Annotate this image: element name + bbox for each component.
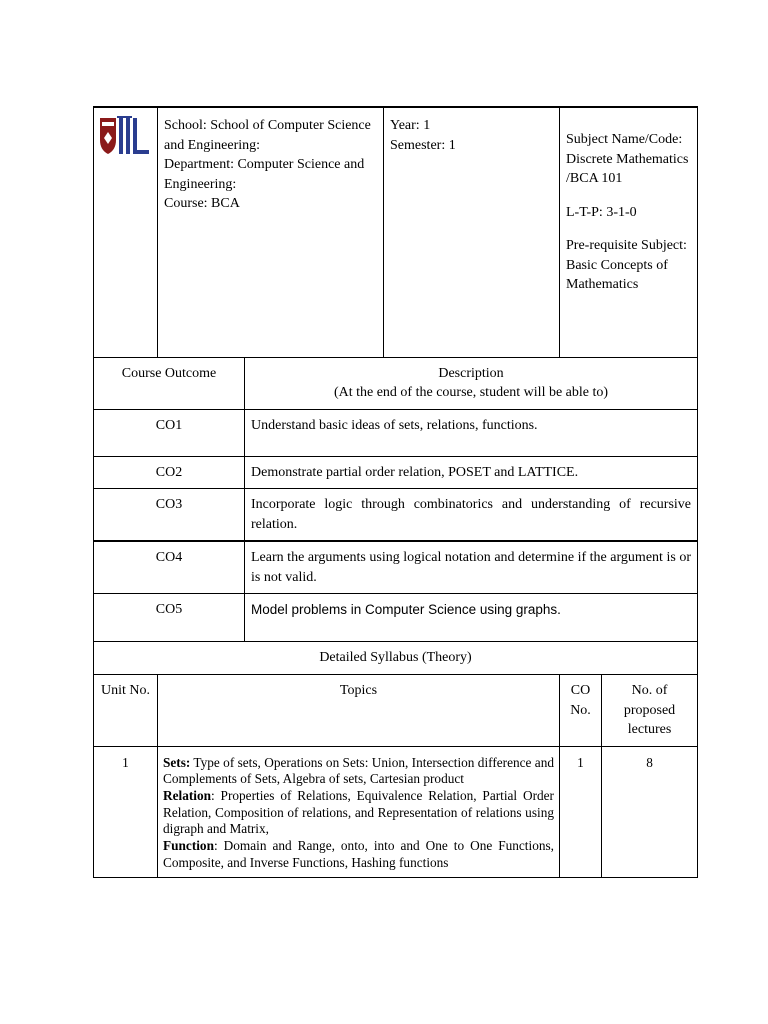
- table-row: [94, 594, 698, 642]
- syllabus-document: [93, 106, 697, 878]
- table-row: [94, 746, 698, 878]
- course-outcome-header: Course Outcome: [94, 357, 245, 409]
- table-row: [94, 541, 698, 594]
- description-header: [245, 357, 698, 409]
- table-row: [94, 489, 698, 542]
- unit-topics: [158, 746, 560, 878]
- school-info-cell: [158, 107, 384, 357]
- syllabus-table: [93, 641, 698, 878]
- university-logo: [98, 114, 154, 170]
- department-name: Department: Computer Science and Engineering:: [164, 157, 365, 192]
- outcome-text: Incorporate logic through combinatorics and understanding of recursive relation.: [245, 489, 698, 542]
- relation-text: : Properties of Relations, Equivalence Relation, Partial Order Relation, Composition of relations, and Representation of relations using digraph and Matrix,: [163, 787, 554, 837]
- year-label: Year: 1: [390, 118, 431, 133]
- co-header: CO No.: [560, 675, 602, 747]
- syllabus-title: Detailed Syllabus (Theory): [94, 642, 698, 675]
- outcome-code: CO3: [94, 489, 245, 542]
- unit-co-number: 1: [560, 746, 602, 878]
- ltp-label: L-T-P: 3-1-0: [566, 204, 637, 220]
- outcome-text: Understand basic ideas of sets, relations, functions.: [245, 409, 698, 456]
- semester-label: Semester: 1: [390, 137, 456, 153]
- course-outcome-table: [93, 357, 698, 643]
- description-subtitle: (At the end of the course, student will be able to): [333, 385, 609, 400]
- outcome-text: Model problems in Computer Science using graphs.: [245, 594, 698, 642]
- year-semester-cell: [384, 107, 560, 357]
- sets-topic: [163, 755, 554, 788]
- table-row: [94, 456, 698, 489]
- outcome-text: Demonstrate partial order relation, POSET and LATTICE.: [245, 456, 698, 489]
- unit-lecture-count: 8: [602, 746, 698, 878]
- outcome-code: CO4: [94, 541, 245, 594]
- logo-cell: [94, 107, 158, 357]
- topics-header: Topics: [158, 675, 560, 747]
- description-title: Description: [438, 365, 504, 381]
- course-name: Course: BCA: [164, 196, 240, 211]
- relation-topic: [163, 788, 554, 838]
- subject-cell: [560, 107, 698, 357]
- prerequisite-label: Pre-requisite Subject: Basic Concepts of Mathematics: [566, 238, 687, 292]
- unit-number: 1: [94, 746, 158, 878]
- school-name: School: School of Computer Science and Engineering:: [164, 118, 371, 153]
- outcome-code: CO2: [94, 456, 245, 489]
- sets-label: Sets:: [163, 754, 191, 770]
- outcome-code: CO1: [94, 409, 245, 456]
- function-label: Function: [163, 838, 214, 854]
- unit-header: Unit No.: [94, 675, 158, 747]
- function-topic: [163, 838, 554, 871]
- sets-text: Type of sets, Operations on Sets: Union, Intersection difference and Complements of Sets, Algebra of sets, Cartesian product: [163, 754, 554, 787]
- function-text: : Domain and Range, onto, into and One to One Functions, Composite, and Inverse Functions, Hashing functions: [163, 838, 554, 870]
- subject-name-code: Subject Name/Code: Discrete Mathematics /BCA 101: [566, 132, 689, 186]
- relation-label: Relation: [163, 787, 212, 803]
- outcome-code: CO5: [94, 594, 245, 642]
- outcome-text: Learn the arguments using logical notation and determine if the argument is or is not valid.: [245, 541, 698, 594]
- table-row: [94, 409, 698, 456]
- header-table: [93, 106, 698, 358]
- lectures-header: No. of proposed lectures: [602, 675, 698, 747]
